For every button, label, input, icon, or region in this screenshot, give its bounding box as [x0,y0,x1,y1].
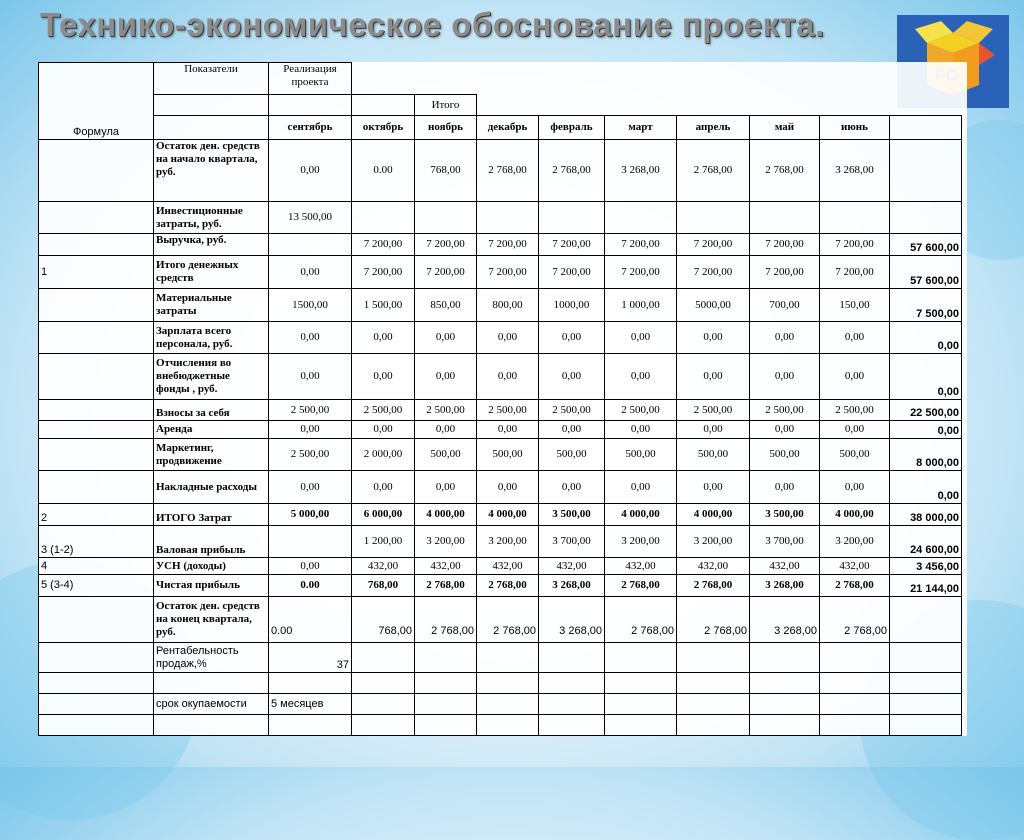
indicators-header: Показатели [154,63,269,95]
value-cell: 7 200,00 [750,234,820,256]
value-cell: 4 000,00 [820,504,890,526]
value-cell: 7 200,00 [477,256,539,289]
value-cell: 0,00 [415,322,477,354]
value-cell: 2 500,00 [477,400,539,421]
value-cell: 0,00 [605,421,677,439]
financial-table [38,62,967,736]
value-cell: 700,00 [750,289,820,322]
value-cell: 0.00 [269,597,352,643]
value-cell: 0,00 [269,256,352,289]
value-cell: 7 200,00 [605,234,677,256]
value-cell: 0,00 [269,140,352,202]
value-cell: 3 500,00 [750,504,820,526]
value-cell: 0,00 [477,421,539,439]
value-cell: 2 500,00 [820,400,890,421]
value-cell: 0,00 [477,471,539,504]
value-cell: 0,00 [750,322,820,354]
total-cell: 22 500,00 [890,400,962,421]
value-cell: 2 500,00 [677,400,750,421]
value-cell: 2 768,00 [605,575,677,597]
realization-header: Реализация проекта [269,63,352,95]
value-cell: 0,00 [750,354,820,400]
value-cell: 768,00 [352,597,415,643]
month-header: февраль [539,116,605,140]
value-cell: 1 200,00 [352,526,415,558]
table-row [39,354,967,400]
row-label: Остаток ден. средств на начало квартала, руб. [154,140,269,202]
table-row [39,400,967,421]
value-cell: 3 268,00 [605,140,677,202]
value-cell: 0,00 [539,471,605,504]
value-cell: 2 768,00 [677,597,750,643]
row-label: Инвестиционные затраты, руб. [154,202,269,234]
value-cell: 500,00 [539,439,605,471]
value-cell: 0,00 [415,354,477,400]
table-row [39,526,967,558]
value-cell: 0,00 [352,322,415,354]
table-row [39,140,967,202]
total-cell: 0,00 [890,322,962,354]
total-cell: 7 500,00 [890,289,962,322]
value-cell: 432,00 [539,558,605,575]
value-cell: 0,00 [820,354,890,400]
value-cell: 3 200,00 [677,526,750,558]
total-cell: 38 000,00 [890,504,962,526]
value-cell: 2 768,00 [750,140,820,202]
value-cell: 2 768,00 [677,575,750,597]
value-cell: 500,00 [677,439,750,471]
value-cell: 7 200,00 [352,256,415,289]
value-cell: 432,00 [605,558,677,575]
table-row [39,202,967,234]
value-cell: 7 200,00 [352,234,415,256]
row-label: Выручка, руб. [154,234,269,256]
value-cell: 2 768,00 [605,597,677,643]
value-cell: 3 200,00 [605,526,677,558]
value-cell: 4 000,00 [677,504,750,526]
value-cell: 7 200,00 [415,234,477,256]
value-cell: 3 268,00 [750,597,820,643]
value-cell: 2 768,00 [477,575,539,597]
value-cell: 0,00 [269,354,352,400]
value-cell: 2 500,00 [269,400,352,421]
value-cell: 7 200,00 [677,256,750,289]
page-title: Технико-экономическое обоснование проекта. [40,6,825,43]
value-cell: 432,00 [820,558,890,575]
formula-header: Формула [39,63,154,140]
table-row [39,322,967,354]
table-row [39,421,967,439]
value-cell: 768,00 [415,140,477,202]
table-row [39,715,967,736]
value-cell: 0,00 [539,421,605,439]
row-label: Итого денежных средств [154,256,269,289]
row-label: Аренда [154,421,269,439]
value-cell: 2 000,00 [352,439,415,471]
value-cell: 0,00 [352,354,415,400]
month-header: апрель [677,116,750,140]
value-cell: 7 200,00 [415,256,477,289]
value-cell: 37 [269,643,352,673]
row-label: Чистая прибыль [154,575,269,597]
row-label: Остаток ден. средств на конец квартала, руб. [154,597,269,643]
table-row [39,234,967,256]
value-cell: 500,00 [820,439,890,471]
value-cell: 2 768,00 [477,140,539,202]
value-cell: 3 268,00 [539,597,605,643]
formula-cell: 2 [39,504,154,526]
table-row [39,597,967,643]
value-cell: 1500,00 [269,289,352,322]
value-cell: 0,00 [750,421,820,439]
value-cell: 3 200,00 [415,526,477,558]
total-cell: 0,00 [890,471,962,504]
value-cell: 7 200,00 [605,256,677,289]
total-cell: 8 000,00 [890,439,962,471]
value-cell: 3 200,00 [820,526,890,558]
value-cell: 0,00 [605,322,677,354]
value-cell: 1000,00 [539,289,605,322]
row-label: Маркетинг, продвижение [154,439,269,471]
itogo-header: Итого [415,95,477,116]
total-cell: 3 456,00 [890,558,962,575]
value-cell: 0,00 [477,354,539,400]
value-cell: 0,00 [415,421,477,439]
value-cell: 0,00 [539,354,605,400]
value-cell: 0,00 [677,322,750,354]
value-cell: 6 000,00 [352,504,415,526]
value-cell: 150,00 [820,289,890,322]
value-cell: 0,00 [677,354,750,400]
value-cell: 1 000,00 [605,289,677,322]
value-cell: 2 500,00 [750,400,820,421]
value-cell: 0,00 [269,421,352,439]
value-cell: 3 268,00 [820,140,890,202]
value-cell: 13 500,00 [269,202,352,234]
value-cell: 3 268,00 [750,575,820,597]
table-row [39,504,967,526]
value-cell: 500,00 [750,439,820,471]
table-row [39,471,967,504]
formula-cell: 4 [39,558,154,575]
month-header: октябрь [352,116,415,140]
value-cell: 2 500,00 [415,400,477,421]
row-label: Рентабельность продаж,% [154,643,269,673]
value-cell: 5 000,00 [269,504,352,526]
row-label: Взносы за себя [154,400,269,421]
row-label: Материальные затраты [154,289,269,322]
value-cell [269,526,352,558]
value-cell: 4 000,00 [605,504,677,526]
value-cell: 0,00 [539,322,605,354]
total-cell: 24 600,00 [890,526,962,558]
value-cell: 0,00 [820,421,890,439]
value-cell: 500,00 [477,439,539,471]
value-cell: 5000,00 [677,289,750,322]
value-cell: 0,00 [820,471,890,504]
value-cell: 0,00 [352,471,415,504]
row-label: ИТОГО Затрат [154,504,269,526]
value-cell: 2 500,00 [605,400,677,421]
value-cell: 0,00 [269,322,352,354]
value-cell: 2 768,00 [677,140,750,202]
table-row [39,439,967,471]
value-cell: 0.00 [269,575,352,597]
value-cell: 2 768,00 [415,575,477,597]
value-cell: 0,00 [477,322,539,354]
value-cell: 2 768,00 [415,597,477,643]
value-cell: 0,00 [605,471,677,504]
value-cell: 3 200,00 [477,526,539,558]
value-cell: 7 200,00 [820,234,890,256]
formula-cell: 5 (3-4) [39,575,154,597]
month-header: март [605,116,677,140]
value-cell: 2 768,00 [539,140,605,202]
value-cell: 0,00 [750,471,820,504]
value-cell: 7 200,00 [750,256,820,289]
value-cell: 7 200,00 [677,234,750,256]
value-cell [269,234,352,256]
value-cell: 4 000,00 [415,504,477,526]
value-cell: 3 700,00 [750,526,820,558]
month-header: ноябрь [415,116,477,140]
table-row [39,643,967,673]
total-cell: 57 600,00 [890,234,962,256]
row-label: Накладные расходы [154,471,269,504]
value-cell: 432,00 [352,558,415,575]
value-cell: 7 200,00 [820,256,890,289]
value-cell: 2 768,00 [820,575,890,597]
value-cell: 432,00 [677,558,750,575]
month-header: декабрь [477,116,539,140]
table-row [39,673,967,694]
value-cell: 432,00 [750,558,820,575]
value-cell: 0,00 [605,354,677,400]
row-label: Зарплата всего персонала, руб. [154,322,269,354]
value-cell: 2 500,00 [539,400,605,421]
value-cell: 4 000,00 [477,504,539,526]
value-cell: 432,00 [477,558,539,575]
value-cell: 0,00 [269,471,352,504]
table-row [39,558,967,575]
value-cell: 500,00 [605,439,677,471]
formula-cell: 1 [39,256,154,289]
row-label: УСН (доходы) [154,558,269,575]
value-cell: 7 200,00 [477,234,539,256]
value-cell: 3 500,00 [539,504,605,526]
row-label: Отчисления во внебюджетные фонды , руб. [154,354,269,400]
value-cell: 3 268,00 [539,575,605,597]
row-label: срок окупаемости [154,694,269,715]
month-header: сентябрь [269,116,352,140]
value-cell: 432,00 [415,558,477,575]
value-cell: 5 месяцев [269,694,352,715]
value-cell: 1 500,00 [352,289,415,322]
month-header: май [750,116,820,140]
total-cell: 21 144,00 [890,575,962,597]
value-cell: 500,00 [415,439,477,471]
value-cell: 768,00 [352,575,415,597]
value-cell: 2 768,00 [820,597,890,643]
value-cell: 2 500,00 [352,400,415,421]
value-cell: 0,00 [677,421,750,439]
value-cell: 7 200,00 [539,234,605,256]
value-cell: 0,00 [677,471,750,504]
total-cell: 0,00 [890,354,962,400]
value-cell: 800,00 [477,289,539,322]
total-cell: 0,00 [890,421,962,439]
value-cell: 0,00 [269,558,352,575]
value-cell: 7 200,00 [539,256,605,289]
value-cell: 0.00 [352,140,415,202]
value-cell: 2 500,00 [269,439,352,471]
month-header: июнь [820,116,890,140]
value-cell: 0,00 [352,421,415,439]
value-cell: 0,00 [820,322,890,354]
value-cell: 850,00 [415,289,477,322]
formula-cell: 3 (1-2) [39,526,154,558]
value-cell: 3 700,00 [539,526,605,558]
total-cell: 57 600,00 [890,256,962,289]
table-row [39,694,967,715]
value-cell: 2 768,00 [477,597,539,643]
value-cell: 0,00 [415,471,477,504]
table-row [39,289,967,322]
table-row [39,575,967,597]
table-row [39,256,967,289]
row-label: Валовая прибыль [154,526,269,558]
